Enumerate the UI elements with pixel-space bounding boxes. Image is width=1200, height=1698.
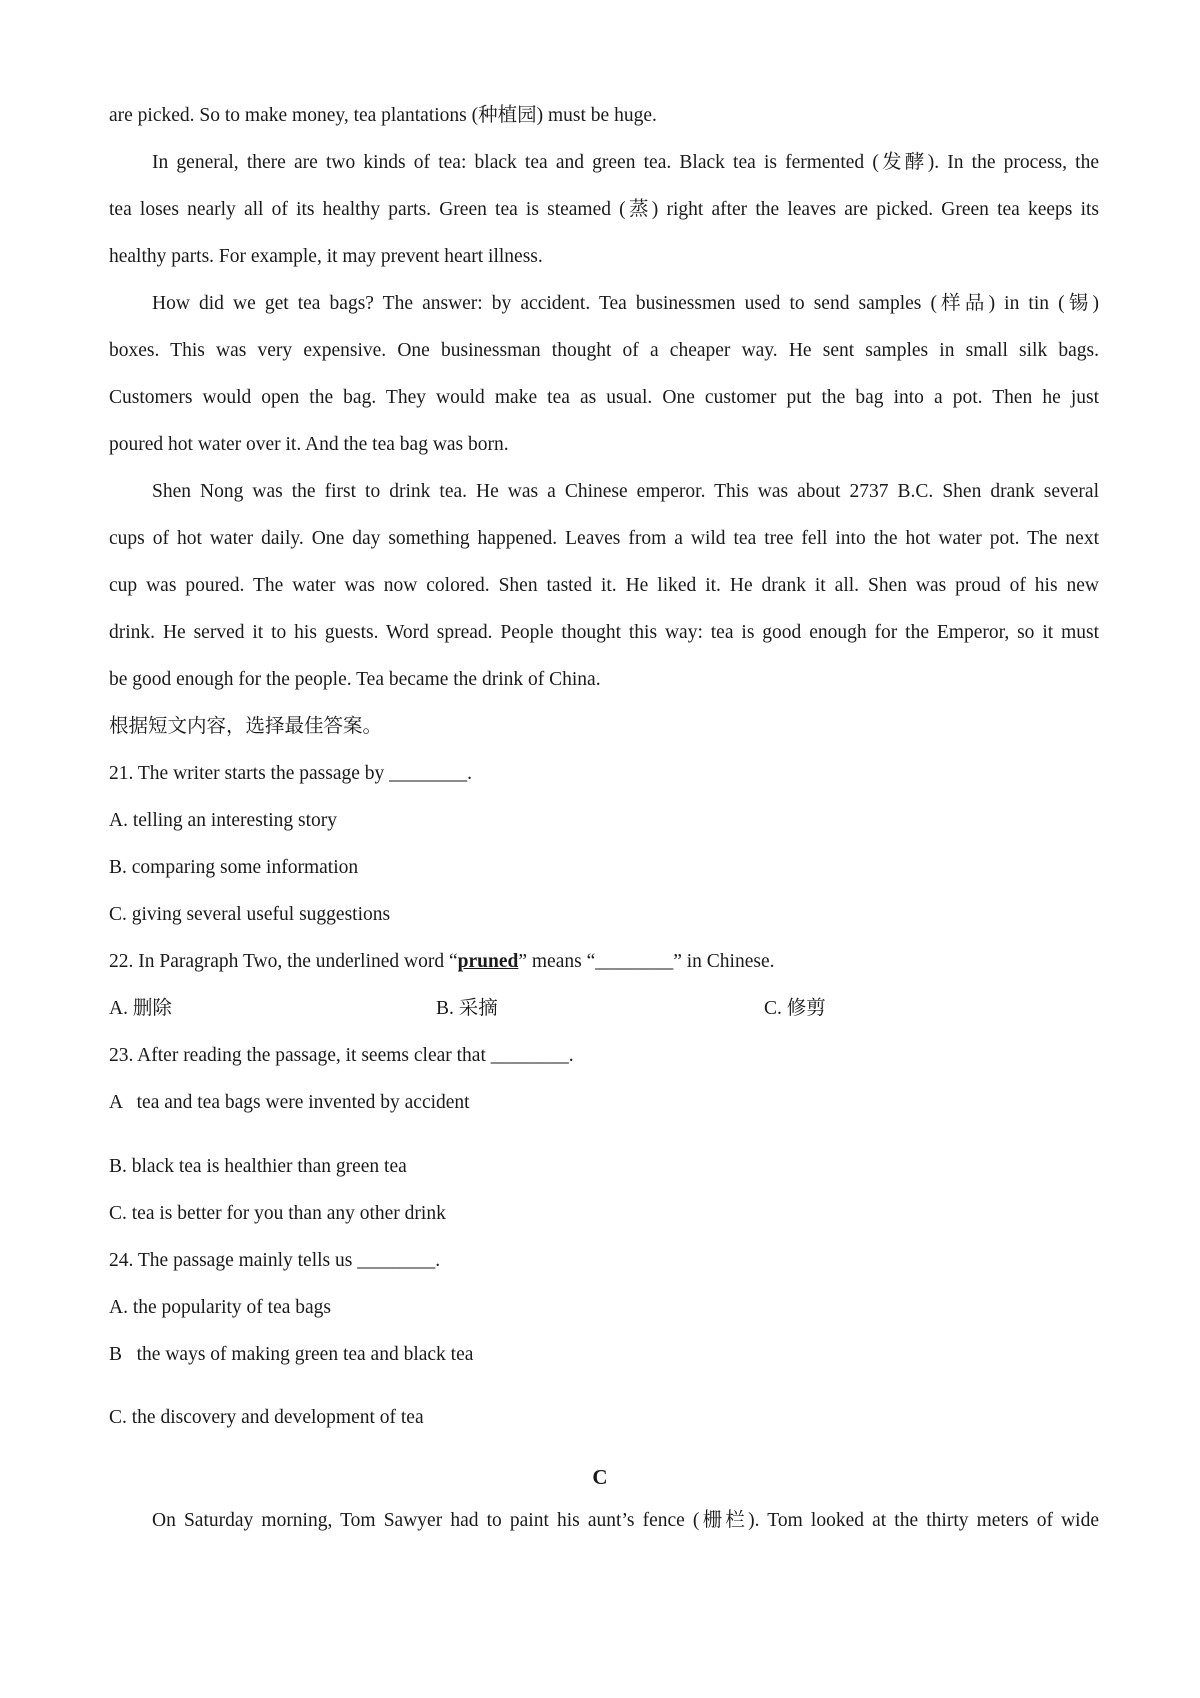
section-heading: C bbox=[592, 1465, 608, 1489]
question-21-stem: 21. The writer starts the passage by ________. bbox=[109, 763, 473, 784]
passage-line: cup was poured. The water was now colored. Shen tasted it. He liked it. He drank it all. Shen was proud of his new bbox=[109, 575, 1099, 596]
question-22-stem bbox=[109, 949, 1099, 975]
question-22-stem-post: ” means “________” in Chinese. bbox=[518, 951, 775, 972]
passage-line: In general, there are two kinds of tea: black tea and green tea. Black tea is fermented (发酵). In the process, the bbox=[152, 152, 1099, 173]
question-24-option-c: C. the discovery and development of tea bbox=[109, 1407, 424, 1428]
question-22-option-c: C. 修剪 bbox=[764, 998, 826, 1019]
underlined-word: pruned bbox=[457, 951, 519, 972]
question-23-stem: 23. After reading the passage, it seems clear that ________. bbox=[109, 1045, 574, 1066]
question-21-option-a: A. telling an interesting story bbox=[109, 810, 338, 831]
passage-line: cups of hot water daily. One day something happened. Leaves from a wild tea tree fell into the hot water pot. The next bbox=[109, 528, 1099, 549]
question-21-option-c: C. giving several useful suggestions bbox=[109, 904, 391, 925]
question-22-stem-pre: 22. In Paragraph Two, the underlined word “ bbox=[109, 951, 458, 972]
question-24-option-a: A. the popularity of tea bags bbox=[109, 1297, 332, 1318]
passage-line: be good enough for the people. Tea became the drink of China. bbox=[109, 669, 601, 690]
passage-line: drink. He served it to his guests. Word spread. People thought this way: tea is good enough for the Emperor, so it must bbox=[109, 622, 1099, 643]
question-22-option-b: B. 采摘 bbox=[436, 998, 498, 1019]
passage-line: are picked. So to make money, tea plantations (种植园) must be huge. bbox=[109, 105, 657, 126]
question-21-option-b: B. comparing some information bbox=[109, 857, 359, 878]
question-23-option-b: B. black tea is healthier than green tea bbox=[109, 1156, 407, 1177]
passage-line: Shen Nong was the first to drink tea. He was a Chinese emperor. This was about 2737 B.C. Shen drank several bbox=[152, 481, 1099, 502]
question-23-option-a: A tea and tea bags were invented by accident bbox=[109, 1092, 470, 1113]
passage-line: poured hot water over it. And the tea bag was born. bbox=[109, 434, 509, 455]
question-24-option-b: B the ways of making green tea and black tea bbox=[109, 1344, 474, 1365]
passage-line: On Saturday morning, Tom Sawyer had to paint his aunt’s fence (栅栏). Tom looked at the thirty meters of wide bbox=[152, 1510, 1099, 1531]
instructions: 根据短文内容，选择最佳答案。 bbox=[109, 716, 383, 737]
question-24-stem: 24. The passage mainly tells us ________. bbox=[109, 1250, 441, 1271]
passage-line: How did we get tea bags? The answer: by accident. Tea businessmen used to send samples (样品) in tin (锡) bbox=[152, 293, 1099, 314]
passage-line: boxes. This was very expensive. One businessman thought of a cheaper way. He sent samples in small silk bags. bbox=[109, 340, 1099, 361]
passage-line: Customers would open the bag. They would make tea as usual. One customer put the bag into a pot. Then he just bbox=[109, 387, 1099, 408]
passage-line: tea loses nearly all of its healthy parts. Green tea is steamed (蒸) right after the leaves are picked. Green tea keeps its bbox=[109, 199, 1099, 220]
passage-line: healthy parts. For example, it may prevent heart illness. bbox=[109, 246, 543, 267]
question-23-option-c: C. tea is better for you than any other drink bbox=[109, 1203, 446, 1224]
question-22-option-a: A. 删除 bbox=[109, 998, 172, 1019]
